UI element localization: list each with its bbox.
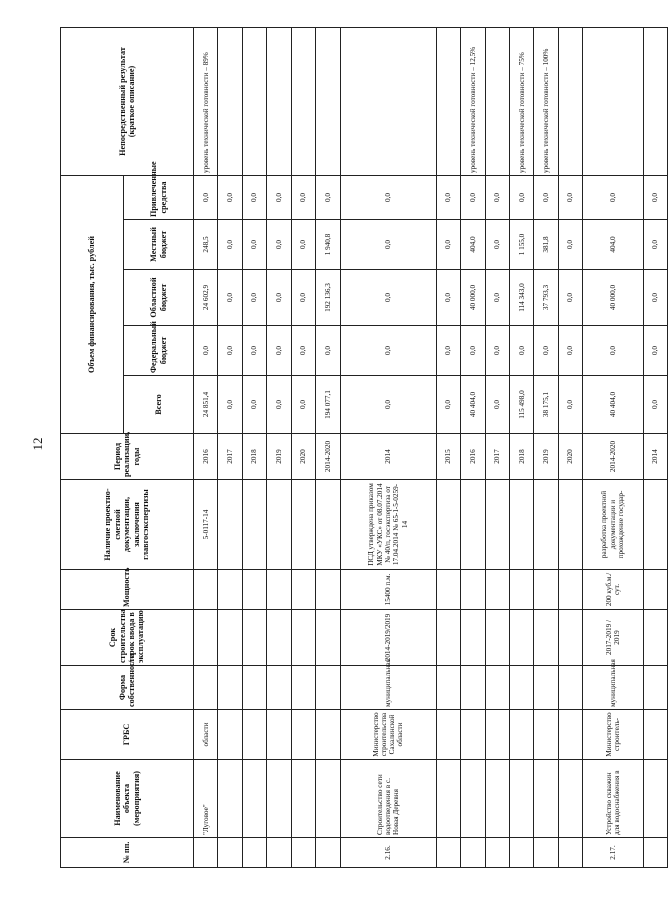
row-psd <box>485 480 509 570</box>
row-capacity <box>218 570 242 610</box>
row-term <box>436 610 460 666</box>
row-regional: 192 136,3 <box>316 270 340 326</box>
row-num <box>461 838 485 868</box>
row-attracted: 0,0 <box>340 175 436 219</box>
row-result <box>242 27 266 175</box>
row-name: Устройство скважин для водоснабжения в <box>583 760 643 838</box>
row-psd: ПСД утверждена приказом МКУ «УКС» от 08.07.2014 № 40/п, госэкспертиза от 17.04.2014 № 65-1-5-0259-14 <box>340 480 436 570</box>
row-name <box>534 760 558 838</box>
row-num <box>485 838 509 868</box>
header-result: Непосредственный результат (краткое описание) <box>61 27 194 175</box>
row-local: 404,0 <box>583 220 643 270</box>
row-result: уровень технической готовности – 89% <box>194 27 218 175</box>
row-total: 40 404,0 <box>583 376 643 434</box>
table-row <box>316 27 340 867</box>
row-result <box>436 27 460 175</box>
row-result: уровень технической готовности – 75% <box>509 27 533 175</box>
row-grbs <box>291 710 315 760</box>
row-term <box>509 610 533 666</box>
row-result <box>643 27 668 175</box>
row-attracted: 0,0 <box>218 175 242 219</box>
row-regional: 0,0 <box>340 270 436 326</box>
header-attracted: Привлеченные средства <box>124 175 194 219</box>
row-attracted: 0,0 <box>461 175 485 219</box>
header-regional: Областной бюджет <box>124 270 194 326</box>
row-total: 0,0 <box>218 376 242 434</box>
table-row <box>242 27 266 867</box>
row-local: 1 940,8 <box>316 220 340 270</box>
row-num <box>194 838 218 868</box>
row-term <box>461 610 485 666</box>
row-regional: 24 602,9 <box>194 270 218 326</box>
row-year: 2014-2020 <box>316 434 340 480</box>
row-capacity <box>194 570 218 610</box>
row-term <box>643 610 668 666</box>
row-grbs <box>242 710 266 760</box>
row-ownership <box>534 666 558 710</box>
row-result <box>316 27 340 175</box>
row-ownership <box>485 666 509 710</box>
row-grbs: области <box>194 710 218 760</box>
header-capacity: Мощность <box>61 570 194 610</box>
row-regional: 0,0 <box>436 270 460 326</box>
row-local: 0,0 <box>558 220 582 270</box>
row-regional: 40 000,0 <box>583 270 643 326</box>
row-total: 0,0 <box>267 376 291 434</box>
row-capacity <box>643 570 668 610</box>
row-federal: 0,0 <box>316 326 340 376</box>
row-attracted: 0,0 <box>583 175 643 219</box>
row-year: 2014-2020 <box>583 434 643 480</box>
row-ownership <box>436 666 460 710</box>
row-num <box>436 838 460 868</box>
row-ownership: муниципальная <box>340 666 436 710</box>
row-num <box>558 838 582 868</box>
row-regional: 0,0 <box>291 270 315 326</box>
header-psd: Наличие проектно-сметной документации, заключения главгосэкспертизы <box>61 480 194 570</box>
row-capacity <box>291 570 315 610</box>
table-row <box>558 27 582 867</box>
row-attracted: 0,0 <box>485 175 509 219</box>
row-name <box>558 760 582 838</box>
row-num <box>316 838 340 868</box>
row-capacity <box>558 570 582 610</box>
row-regional: 0,0 <box>218 270 242 326</box>
row-psd <box>218 480 242 570</box>
row-federal: 0,0 <box>267 326 291 376</box>
row-attracted: 0,0 <box>316 175 340 219</box>
row-local: 0,0 <box>218 220 242 270</box>
row-psd <box>291 480 315 570</box>
row-capacity <box>485 570 509 610</box>
header-num: № пп. <box>61 838 194 868</box>
row-local: 0,0 <box>242 220 266 270</box>
row-ownership <box>267 666 291 710</box>
header-total: Всего <box>124 376 194 434</box>
table-row <box>194 27 218 867</box>
row-result <box>267 27 291 175</box>
row-attracted: 0,0 <box>534 175 558 219</box>
row-total: 38 175,1 <box>534 376 558 434</box>
row-regional: 0,0 <box>485 270 509 326</box>
row-result <box>218 27 242 175</box>
row-year: 2015 <box>436 434 460 480</box>
row-capacity <box>509 570 533 610</box>
row-name <box>436 760 460 838</box>
table-row <box>583 27 643 867</box>
row-capacity <box>316 570 340 610</box>
row-attracted: 0,0 <box>242 175 266 219</box>
table-row <box>340 27 436 867</box>
row-year: 2020 <box>558 434 582 480</box>
row-psd <box>461 480 485 570</box>
row-num: 2.17. <box>583 838 643 868</box>
row-term <box>534 610 558 666</box>
row-psd <box>316 480 340 570</box>
row-capacity <box>534 570 558 610</box>
row-attracted: 0,0 <box>194 175 218 219</box>
row-result <box>583 27 643 175</box>
row-regional: 0,0 <box>558 270 582 326</box>
row-ownership <box>643 666 668 710</box>
row-psd <box>267 480 291 570</box>
header-ownership: Форма собственности <box>61 666 194 710</box>
row-year: 2018 <box>242 434 266 480</box>
row-name <box>461 760 485 838</box>
row-year: 2018 <box>509 434 533 480</box>
row-name: Строительство сети водоотведения в с. Новая Деревня <box>340 760 436 838</box>
row-attracted: 0,0 <box>267 175 291 219</box>
row-term <box>291 610 315 666</box>
row-name <box>485 760 509 838</box>
row-name <box>316 760 340 838</box>
row-local: 0,0 <box>291 220 315 270</box>
row-year: 2016 <box>194 434 218 480</box>
header-grbs: ГРБС <box>61 710 194 760</box>
row-term <box>485 610 509 666</box>
row-total: 0,0 <box>436 376 460 434</box>
row-regional: 0,0 <box>242 270 266 326</box>
row-capacity <box>436 570 460 610</box>
row-ownership <box>558 666 582 710</box>
row-regional: 114 343,0 <box>509 270 533 326</box>
row-total: 0,0 <box>643 376 668 434</box>
page-number: 12 <box>30 437 45 451</box>
row-federal: 0,0 <box>485 326 509 376</box>
row-grbs <box>218 710 242 760</box>
header-term: Срок строительства / срок ввода в эксплуатацию <box>61 610 194 666</box>
row-term <box>194 610 218 666</box>
row-num <box>534 838 558 868</box>
row-local: 248,5 <box>194 220 218 270</box>
header-period: Период реализации, годы <box>61 434 194 480</box>
row-federal: 0,0 <box>436 326 460 376</box>
header-name: Наименование объекта (мероприятия) <box>61 760 194 838</box>
row-grbs <box>509 710 533 760</box>
row-year: 2017 <box>218 434 242 480</box>
table-row <box>509 27 533 867</box>
row-result <box>340 27 436 175</box>
row-num: 2.16. <box>340 838 436 868</box>
row-total: 0,0 <box>340 376 436 434</box>
row-num <box>218 838 242 868</box>
row-result: уровень технической готовности – 100% <box>534 27 558 175</box>
row-year: 2019 <box>267 434 291 480</box>
row-name <box>509 760 533 838</box>
row-local: 404,0 <box>461 220 485 270</box>
row-psd: разработка проектной документации и прохождение государ- <box>583 480 643 570</box>
row-grbs <box>461 710 485 760</box>
row-ownership <box>218 666 242 710</box>
row-capacity: 15400 п.м. <box>340 570 436 610</box>
table-row <box>461 27 485 867</box>
row-local: 0,0 <box>485 220 509 270</box>
row-federal: 0,0 <box>583 326 643 376</box>
row-regional: 40 000,0 <box>461 270 485 326</box>
row-num <box>291 838 315 868</box>
table-row <box>534 27 558 867</box>
row-grbs <box>316 710 340 760</box>
row-grbs <box>534 710 558 760</box>
row-federal: 0,0 <box>509 326 533 376</box>
row-year: 2017 <box>485 434 509 480</box>
row-total: 194 077,1 <box>316 376 340 434</box>
table-row <box>218 27 242 867</box>
row-psd <box>643 480 668 570</box>
row-ownership <box>509 666 533 710</box>
row-federal: 0,0 <box>558 326 582 376</box>
row-federal: 0,0 <box>340 326 436 376</box>
row-capacity <box>267 570 291 610</box>
row-local: 0,0 <box>340 220 436 270</box>
row-ownership: муниципальная <box>583 666 643 710</box>
row-attracted: 0,0 <box>436 175 460 219</box>
row-result <box>485 27 509 175</box>
row-total: 0,0 <box>291 376 315 434</box>
row-num <box>509 838 533 868</box>
row-capacity <box>461 570 485 610</box>
row-attracted: 0,0 <box>291 175 315 219</box>
row-term <box>267 610 291 666</box>
row-regional: 0,0 <box>643 270 668 326</box>
row-total: 0,0 <box>242 376 266 434</box>
header-federal: Федеральный бюджет <box>124 326 194 376</box>
row-psd <box>558 480 582 570</box>
row-num <box>643 838 668 868</box>
row-federal: 0,0 <box>291 326 315 376</box>
row-ownership <box>291 666 315 710</box>
row-grbs <box>643 710 668 760</box>
row-grbs <box>436 710 460 760</box>
row-federal: 0,0 <box>461 326 485 376</box>
row-term: 2014-2019/2019 <box>340 610 436 666</box>
row-total: 0,0 <box>558 376 582 434</box>
row-psd: 5-0117-14 <box>194 480 218 570</box>
row-attracted: 0,0 <box>509 175 533 219</box>
row-grbs <box>485 710 509 760</box>
row-grbs <box>267 710 291 760</box>
row-psd <box>242 480 266 570</box>
table-row <box>267 27 291 867</box>
row-result <box>558 27 582 175</box>
row-ownership <box>316 666 340 710</box>
table-row <box>485 27 509 867</box>
row-federal: 0,0 <box>242 326 266 376</box>
row-ownership <box>242 666 266 710</box>
row-regional: 37 793,3 <box>534 270 558 326</box>
financing-table <box>60 27 668 868</box>
row-name <box>218 760 242 838</box>
row-local: 0,0 <box>643 220 668 270</box>
row-federal: 0,0 <box>643 326 668 376</box>
row-grbs: Министерство строительства Сахалинской области <box>340 710 436 760</box>
row-total: 0,0 <box>485 376 509 434</box>
row-capacity: 200 куб.м./сут. <box>583 570 643 610</box>
row-year: 2016 <box>461 434 485 480</box>
row-year: 2014 <box>643 434 668 480</box>
row-term <box>316 610 340 666</box>
row-local: 0,0 <box>267 220 291 270</box>
row-year: 2020 <box>291 434 315 480</box>
row-term <box>218 610 242 666</box>
row-capacity <box>242 570 266 610</box>
row-name <box>242 760 266 838</box>
row-name: "Луговое" <box>194 760 218 838</box>
row-psd <box>509 480 533 570</box>
row-term <box>242 610 266 666</box>
row-attracted: 0,0 <box>558 175 582 219</box>
row-year: 2019 <box>534 434 558 480</box>
row-federal: 0,0 <box>218 326 242 376</box>
row-result <box>291 27 315 175</box>
row-total: 115 498,0 <box>509 376 533 434</box>
row-federal: 0,0 <box>194 326 218 376</box>
row-psd <box>534 480 558 570</box>
row-regional: 0,0 <box>267 270 291 326</box>
row-total: 40 404,0 <box>461 376 485 434</box>
header-local: Местный бюджет <box>124 220 194 270</box>
row-name <box>291 760 315 838</box>
row-federal: 0,0 <box>534 326 558 376</box>
table-row <box>436 27 460 867</box>
row-term: 2017-2019 / 2019 <box>583 610 643 666</box>
financing-table-wrapper <box>60 28 660 868</box>
row-psd <box>436 480 460 570</box>
table-row <box>291 27 315 867</box>
row-local: 0,0 <box>436 220 460 270</box>
header-financing: Объем финансирования, тыс. рублей <box>61 175 124 433</box>
row-name <box>267 760 291 838</box>
row-ownership <box>194 666 218 710</box>
row-num <box>267 838 291 868</box>
row-local: 381,8 <box>534 220 558 270</box>
row-local: 1 155,0 <box>509 220 533 270</box>
row-total: 24 851,4 <box>194 376 218 434</box>
row-num <box>242 838 266 868</box>
row-grbs <box>558 710 582 760</box>
row-year: 2014 <box>340 434 436 480</box>
row-name <box>643 760 668 838</box>
row-term <box>558 610 582 666</box>
row-result: уровень технической готовности – 12,5% <box>461 27 485 175</box>
row-ownership <box>461 666 485 710</box>
row-grbs: Министерство строитель- <box>583 710 643 760</box>
row-attracted: 0,0 <box>643 175 668 219</box>
table-row <box>643 27 668 867</box>
